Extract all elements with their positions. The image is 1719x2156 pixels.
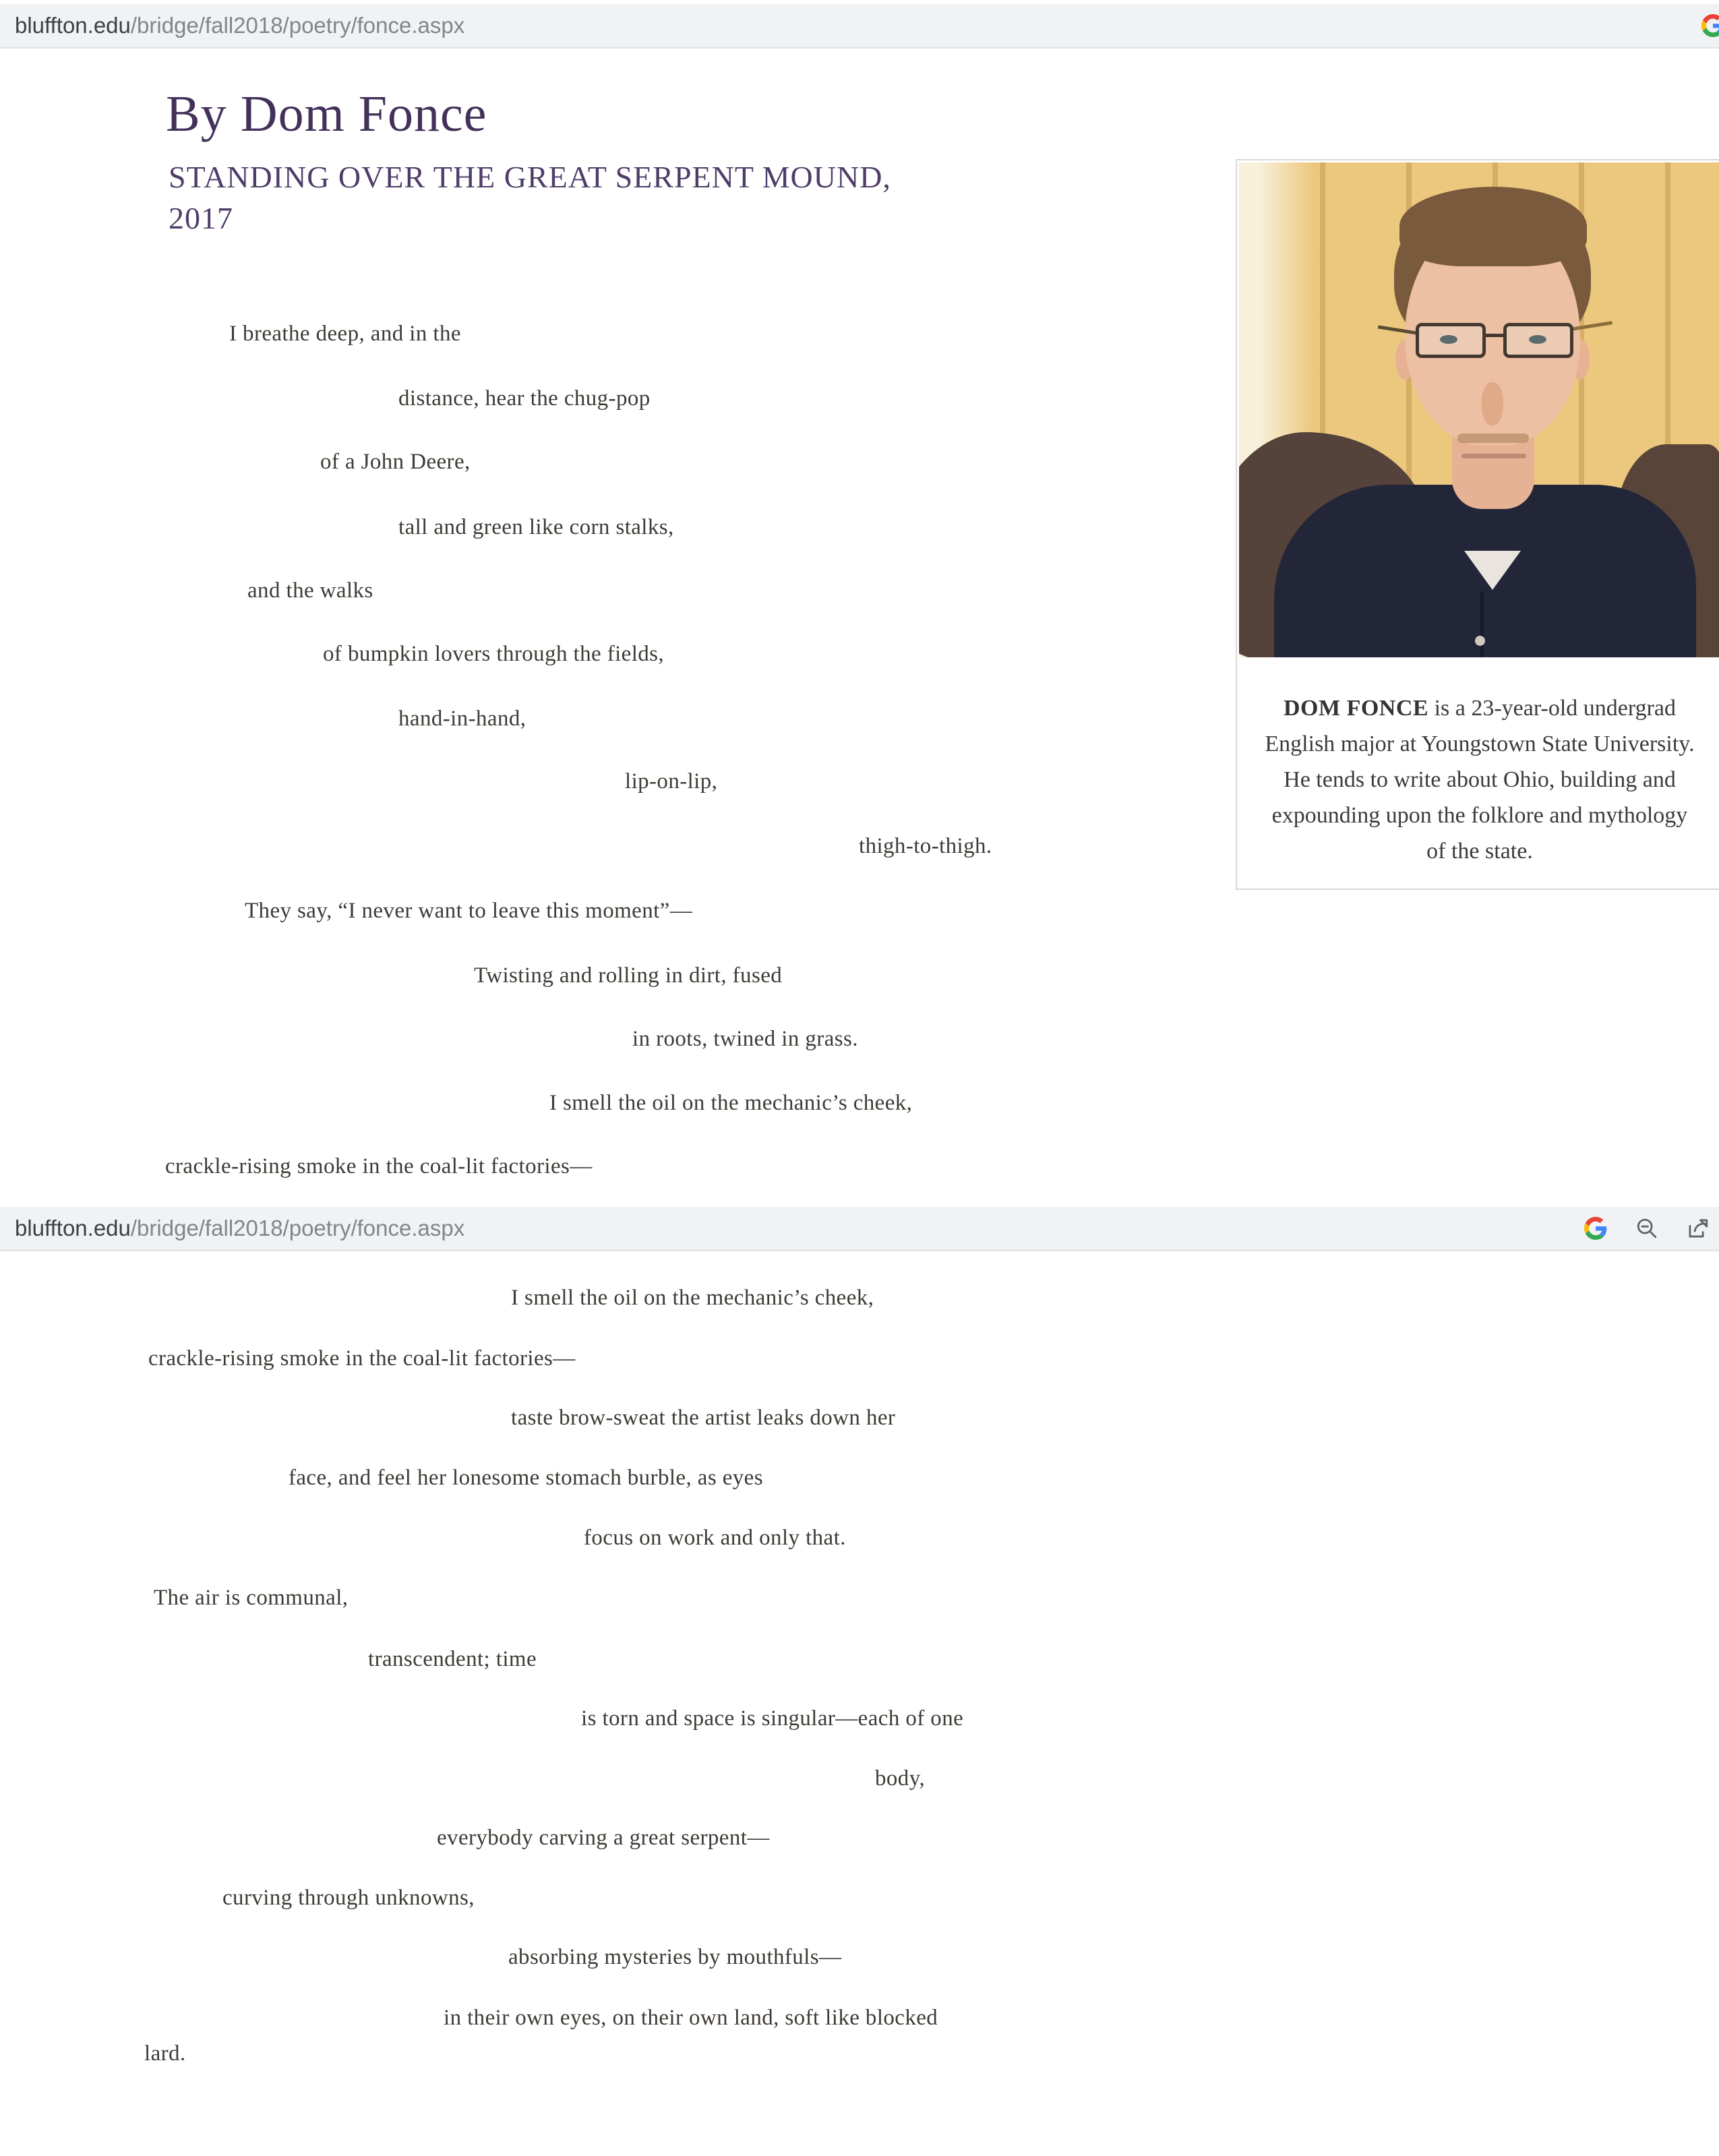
glasses-bridge [1483, 334, 1506, 337]
google-logo-icon[interactable] [1584, 1217, 1607, 1240]
poem-line: crackle-rising smoke in the coal-lit factories— [148, 1346, 576, 1371]
poem-line: body, [875, 1766, 926, 1791]
eye-left [1440, 335, 1457, 344]
poem-line: face, and feel her lonesome stomach burble, as eyes [289, 1466, 763, 1490]
poem-line: absorbing mysteries by mouthfuls— [508, 1945, 842, 1969]
url-path: /bridge/fall2018/poetry/fonce.aspx [130, 13, 465, 38]
url-path: /bridge/fall2018/poetry/fonce.aspx [130, 1216, 465, 1240]
poem-line: lard. [144, 2041, 186, 2066]
poem-line: crackle-rising smoke in the coal-lit factories— [165, 1154, 593, 1178]
page-byline: By Dom Fonce [166, 86, 487, 142]
poem-title [169, 156, 891, 239]
shirt-placket [1480, 591, 1484, 657]
poem-line: in roots, twined in grass. [632, 1027, 858, 1051]
nose [1482, 382, 1503, 425]
poem-line: They say, “I never want to leave this moment”— [245, 899, 693, 923]
poem-title-line2: 2017 [169, 201, 233, 235]
zoom-out-icon[interactable] [1635, 1217, 1658, 1240]
author-photo [1239, 162, 1719, 657]
url-text[interactable] [0, 13, 464, 38]
url-text[interactable] [0, 1216, 464, 1241]
url-host: bluffton.edu [15, 1216, 131, 1240]
url-bar-top[interactable] [0, 4, 1719, 49]
shirt-button [1475, 636, 1485, 646]
author-bio-text: is a 23-year-old undergrad English major at Youngstown State University. He tends to write about Ohio, building and expounding upon the folklore and mythology of the state. [1265, 696, 1695, 864]
poem-line: I smell the oil on the mechanic’s cheek, [511, 1286, 874, 1310]
poem-line: I smell the oil on the mechanic’s cheek, [549, 1091, 913, 1115]
poem-line: tall and green like corn stalks, [398, 515, 674, 539]
poem-title-line1: STANDING OVER THE GREAT SERPENT MOUND, [169, 160, 891, 194]
poem-line: focus on work and only that. [584, 1526, 846, 1550]
eye-right [1529, 335, 1546, 344]
author-bio [1237, 690, 1719, 869]
poem-line: of a John Deere, [320, 450, 471, 474]
poem-line: The air is communal, [154, 1586, 349, 1610]
poem-line: everybody carving a great serpent— [437, 1826, 770, 1850]
poem-line: taste brow-sweat the artist leaks down her [511, 1406, 896, 1430]
poem-line: of bumpkin lovers through the fields, [323, 642, 665, 666]
mustache [1457, 433, 1529, 443]
poem-line: hand-in-hand, [398, 707, 526, 731]
poem-line: thigh-to-thigh. [859, 834, 992, 858]
url-host: bluffton.edu [15, 13, 131, 38]
author-bio-name: DOM FONCE [1284, 696, 1429, 721]
poem-line: is torn and space is singular—each of one [581, 1706, 964, 1731]
poem-line: curving through unknowns, [222, 1886, 475, 1910]
poem-line: Twisting and rolling in dirt, fused [474, 963, 783, 988]
poem-line: transcendent; time [368, 1647, 537, 1671]
mouth [1461, 454, 1526, 458]
poem-line: distance, hear the chug-pop [398, 386, 651, 411]
url-bar-bottom[interactable] [0, 1207, 1719, 1251]
poem-line: lip-on-lip, [625, 769, 718, 793]
share-icon[interactable] [1687, 1217, 1710, 1240]
poem-line: and the walks [247, 578, 373, 603]
google-logo-icon[interactable] [1701, 14, 1719, 37]
poem-line: in their own eyes, on their own land, soft like blocked [444, 2006, 938, 2030]
author-card [1236, 159, 1719, 890]
poem-line: I breathe deep, and in the [229, 322, 461, 346]
hair-fringe [1399, 187, 1587, 266]
